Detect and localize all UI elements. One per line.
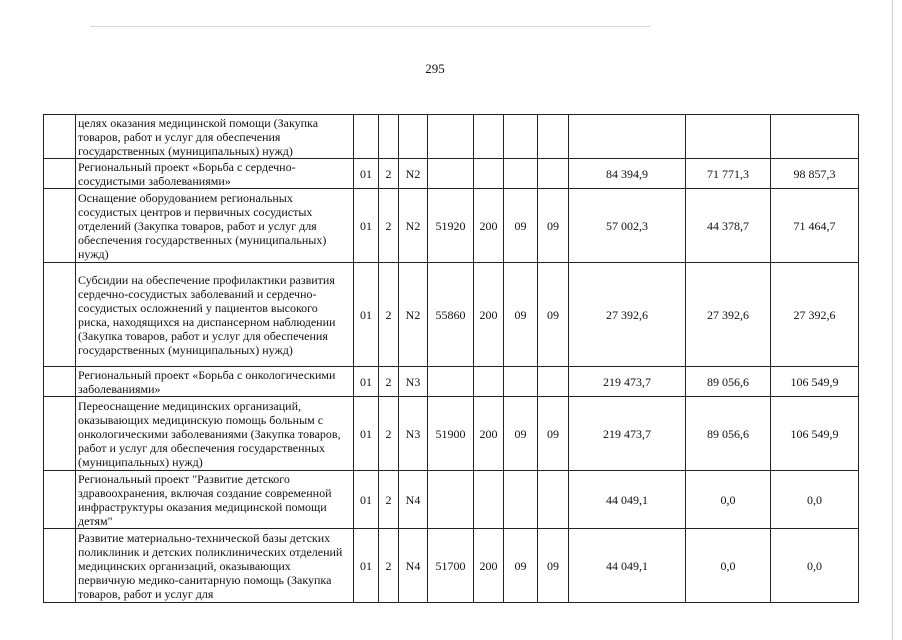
amount-cell: 27 392,6	[771, 263, 859, 367]
code-cell	[474, 471, 504, 529]
row-name-cell: Субсидии на обеспечение профилактики развития сердечно-сосудистых заболеваний и сердечно-сосудистых осложнений у пациентов высокого риска, находящихся на диспансерном наблюдении (Закупка товаров, работ и услуг для обеспечения государственных (муниципальных) нужд)	[76, 263, 354, 367]
code-cell	[504, 159, 538, 189]
code-cell: 01	[354, 397, 379, 471]
code-cell: 2	[379, 263, 399, 367]
row-index-cell	[44, 263, 76, 367]
code-cell: 51900	[428, 397, 474, 471]
row-index-cell	[44, 397, 76, 471]
code-cell: N3	[399, 367, 428, 397]
code-cell: 55860	[428, 263, 474, 367]
code-cell: 01	[354, 189, 379, 263]
code-cell	[399, 115, 428, 159]
code-cell	[474, 159, 504, 189]
code-cell: 01	[354, 471, 379, 529]
code-cell: 200	[474, 529, 504, 603]
code-cell: 2	[379, 159, 399, 189]
code-cell: 09	[504, 529, 538, 603]
code-cell: 51920	[428, 189, 474, 263]
table-row	[44, 397, 859, 471]
code-cell: 09	[538, 263, 569, 367]
code-cell: 01	[354, 529, 379, 603]
row-index-cell	[44, 115, 76, 159]
code-cell	[538, 367, 569, 397]
amount-cell: 89 056,6	[686, 397, 771, 471]
table-row	[44, 529, 859, 603]
code-cell	[538, 159, 569, 189]
table-row	[44, 189, 859, 263]
amount-cell: 44 049,1	[569, 471, 686, 529]
amount-cell: 71 771,3	[686, 159, 771, 189]
amount-cell: 98 857,3	[771, 159, 859, 189]
code-cell: N4	[399, 471, 428, 529]
code-cell: 09	[538, 397, 569, 471]
code-cell: 09	[504, 189, 538, 263]
table-row	[44, 159, 859, 189]
code-cell	[538, 115, 569, 159]
table-row	[44, 471, 859, 529]
code-cell	[428, 471, 474, 529]
code-cell: N3	[399, 397, 428, 471]
code-cell: 200	[474, 189, 504, 263]
row-index-cell	[44, 471, 76, 529]
code-cell	[538, 471, 569, 529]
code-cell	[504, 471, 538, 529]
row-name-cell: Оснащение оборудованием региональных сосудистых центров и первичных сосудистых отделений (Закупка товаров, работ и услуг для обеспечения государственных (муниципальных) нужд)	[76, 189, 354, 263]
code-cell	[428, 115, 474, 159]
amount-cell: 89 056,6	[686, 367, 771, 397]
row-name-cell: Региональный проект «Борьба с сердечно-сосудистыми заболеваниями»	[76, 159, 354, 189]
amount-cell: 106 549,9	[771, 397, 859, 471]
table-row	[44, 263, 859, 367]
code-cell: 01	[354, 263, 379, 367]
amount-cell: 57 002,3	[569, 189, 686, 263]
page-number: 295	[425, 61, 445, 76]
scan-artifact-line	[90, 26, 650, 27]
code-cell: 2	[379, 367, 399, 397]
code-cell: 01	[354, 159, 379, 189]
amount-cell: 0,0	[771, 529, 859, 603]
budget-table	[43, 114, 859, 603]
code-cell: 200	[474, 263, 504, 367]
amount-cell: 106 549,9	[771, 367, 859, 397]
amount-cell: 219 473,7	[569, 397, 686, 471]
amount-cell: 27 392,6	[686, 263, 771, 367]
row-name-cell: Переоснащение медицинских организаций, оказывающих медицинскую помощь больным с онкологическими заболеваниями (Закупка товаров, работ и услуг для обеспечения государственных (муниципальных) нужд)	[76, 397, 354, 471]
amount-cell: 0,0	[686, 471, 771, 529]
code-cell: 01	[354, 367, 379, 397]
amount-cell	[686, 115, 771, 159]
amount-cell: 219 473,7	[569, 367, 686, 397]
row-index-cell	[44, 367, 76, 397]
amount-cell: 44 049,1	[569, 529, 686, 603]
row-index-cell	[44, 529, 76, 603]
code-cell: N4	[399, 529, 428, 603]
amount-cell: 84 394,9	[569, 159, 686, 189]
code-cell: 09	[538, 529, 569, 603]
amount-cell: 71 464,7	[771, 189, 859, 263]
code-cell	[474, 115, 504, 159]
row-name-cell: Региональный проект "Развитие детского здравоохранения, включая создание современной инфраструктуры оказания медицинской помощи детям"	[76, 471, 354, 529]
code-cell	[379, 115, 399, 159]
table-row	[44, 115, 859, 159]
code-cell: 09	[538, 189, 569, 263]
row-index-cell	[44, 159, 76, 189]
code-cell	[354, 115, 379, 159]
code-cell: 200	[474, 397, 504, 471]
code-cell	[428, 159, 474, 189]
table-row	[44, 367, 859, 397]
code-cell	[504, 115, 538, 159]
code-cell: 09	[504, 263, 538, 367]
code-cell: N2	[399, 263, 428, 367]
code-cell: N2	[399, 189, 428, 263]
code-cell: 2	[379, 189, 399, 263]
code-cell: 2	[379, 471, 399, 529]
row-name-cell: целях оказания медицинской помощи (Закупка товаров, работ и услуг для обеспечения государственных (муниципальных) нужд)	[76, 115, 354, 159]
row-name-cell: Региональный проект «Борьба с онкологическими заболеваниями»	[76, 367, 354, 397]
code-cell: 09	[504, 397, 538, 471]
code-cell: 2	[379, 529, 399, 603]
amount-cell: 0,0	[686, 529, 771, 603]
row-name-cell: Развитие материально-технической базы детских поликлиник и детских поликлинических отделений медицинских организаций, оказывающих первичную медико-санитарную помощь (Закупка товаров, работ и услуг для	[76, 529, 354, 603]
code-cell	[428, 367, 474, 397]
amount-cell	[771, 115, 859, 159]
amount-cell: 0,0	[771, 471, 859, 529]
page-edge-line	[892, 0, 893, 640]
amount-cell	[569, 115, 686, 159]
amount-cell: 44 378,7	[686, 189, 771, 263]
code-cell	[474, 367, 504, 397]
code-cell: 51700	[428, 529, 474, 603]
code-cell: 2	[379, 397, 399, 471]
row-index-cell	[44, 189, 76, 263]
amount-cell: 27 392,6	[569, 263, 686, 367]
code-cell	[504, 367, 538, 397]
code-cell: N2	[399, 159, 428, 189]
